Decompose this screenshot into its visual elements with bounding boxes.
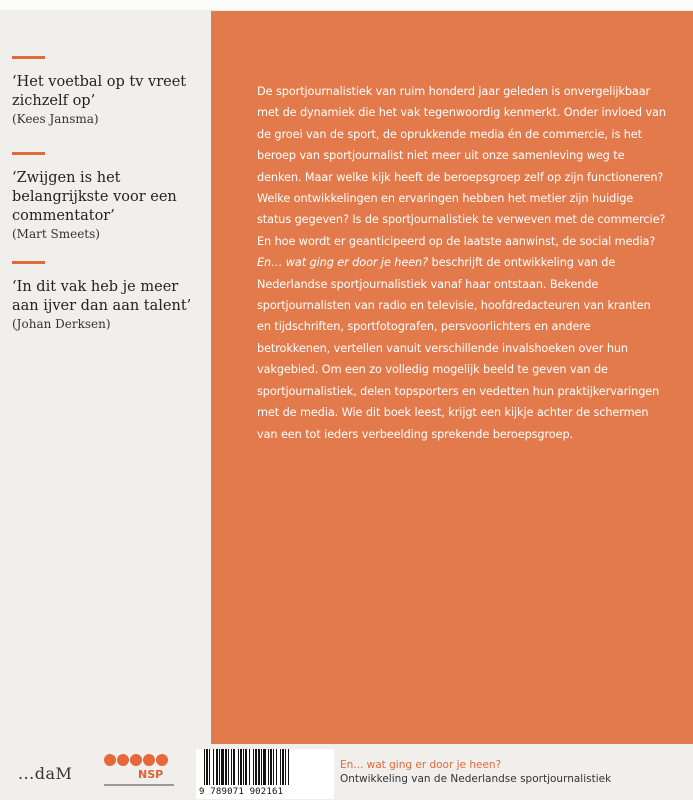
publisher-logo: ...daM (18, 764, 73, 783)
nsp-logo-text: NSP (138, 768, 164, 781)
barcode-icon (204, 749, 328, 787)
footer-book-title: En... wat ging er door je heen? (340, 759, 502, 771)
blurb-paragraph-2-text: beschrijft de ontwikkeling van de Nederlandse sportjournalistiek vanaf haar ontstaan. Bekende sportjournalisten van radio en televisie, hoofdredacteuren van kranten en tijdschriften, sportfotografen, persvoorlichters en andere betrokkenen, vertellen vanuit verschillende invalshoeken over hun vakgebied. Om een zo volledig mogelijk beeld te geven van de sportjournalistiek, delen topsporters en vedetten hun praktijkervaringen met de media. Wie dit boek leest, krijgt een kijkje achter de schermen van een tot ieders verbeelding sprekende beroepsgroep. (257, 256, 660, 441)
quote-divider (12, 261, 45, 264)
cover-footer (0, 744, 693, 800)
quote-author: (Kees Jansma) (12, 112, 99, 126)
quote-text: ‘Het voetbal op tv vreet zichzelf op’ (12, 74, 187, 109)
quote-divider (12, 56, 45, 59)
quote-2 (12, 152, 197, 242)
book-title-italic: En… wat ging er door je heen? (257, 256, 429, 270)
nsp-logo (104, 754, 174, 794)
blurb-text (257, 81, 667, 445)
cover-top-edge (0, 0, 693, 10)
footer-book-subtitle: Ontwikkeling van de Nederlandse sportjournalistiek (340, 773, 612, 785)
barcode-digits: 9 789071 902161 (199, 787, 284, 797)
blurb-panel (211, 11, 693, 744)
blurb-paragraph-1: De sportjournalistiek van ruim honderd jaar geleden is onvergelijkbaar met de dynamiek die het vak tegenwoordig kenmerkt. Onder invloed van de groei van de sport, de oprukkende media én de commercie, is het beroep van sportjournalist niet meer uit onze samenleving weg te denken. Maar welke kijk heeft de beroepsgroep zelf op zijn functioneren? Welke ontwikkelingen en ervaringen hebben het metier zijn huidige status gegeven? Is de sportjournalistiek te verweven met de commercie? En hoe wordt er geanticipeerd op de laatste aanwinst, de social media? (257, 85, 666, 248)
quote-author: (Mart Smeets) (12, 227, 100, 241)
quote-1 (12, 56, 197, 127)
quote-text: ‘Zwijgen is het belangrijkste voor een commentator’ (12, 170, 177, 224)
quote-divider (12, 152, 45, 155)
quote-author: (Johan Derksen) (12, 317, 111, 331)
nsp-logo-underline (104, 784, 174, 786)
nsp-circles-icon (104, 754, 174, 766)
blurb-paragraph-2 (257, 252, 667, 445)
quote-3 (12, 261, 197, 332)
quote-text: ‘In dit vak heb je meer aan ijver dan aan talent’ (12, 279, 192, 314)
barcode (196, 749, 334, 799)
